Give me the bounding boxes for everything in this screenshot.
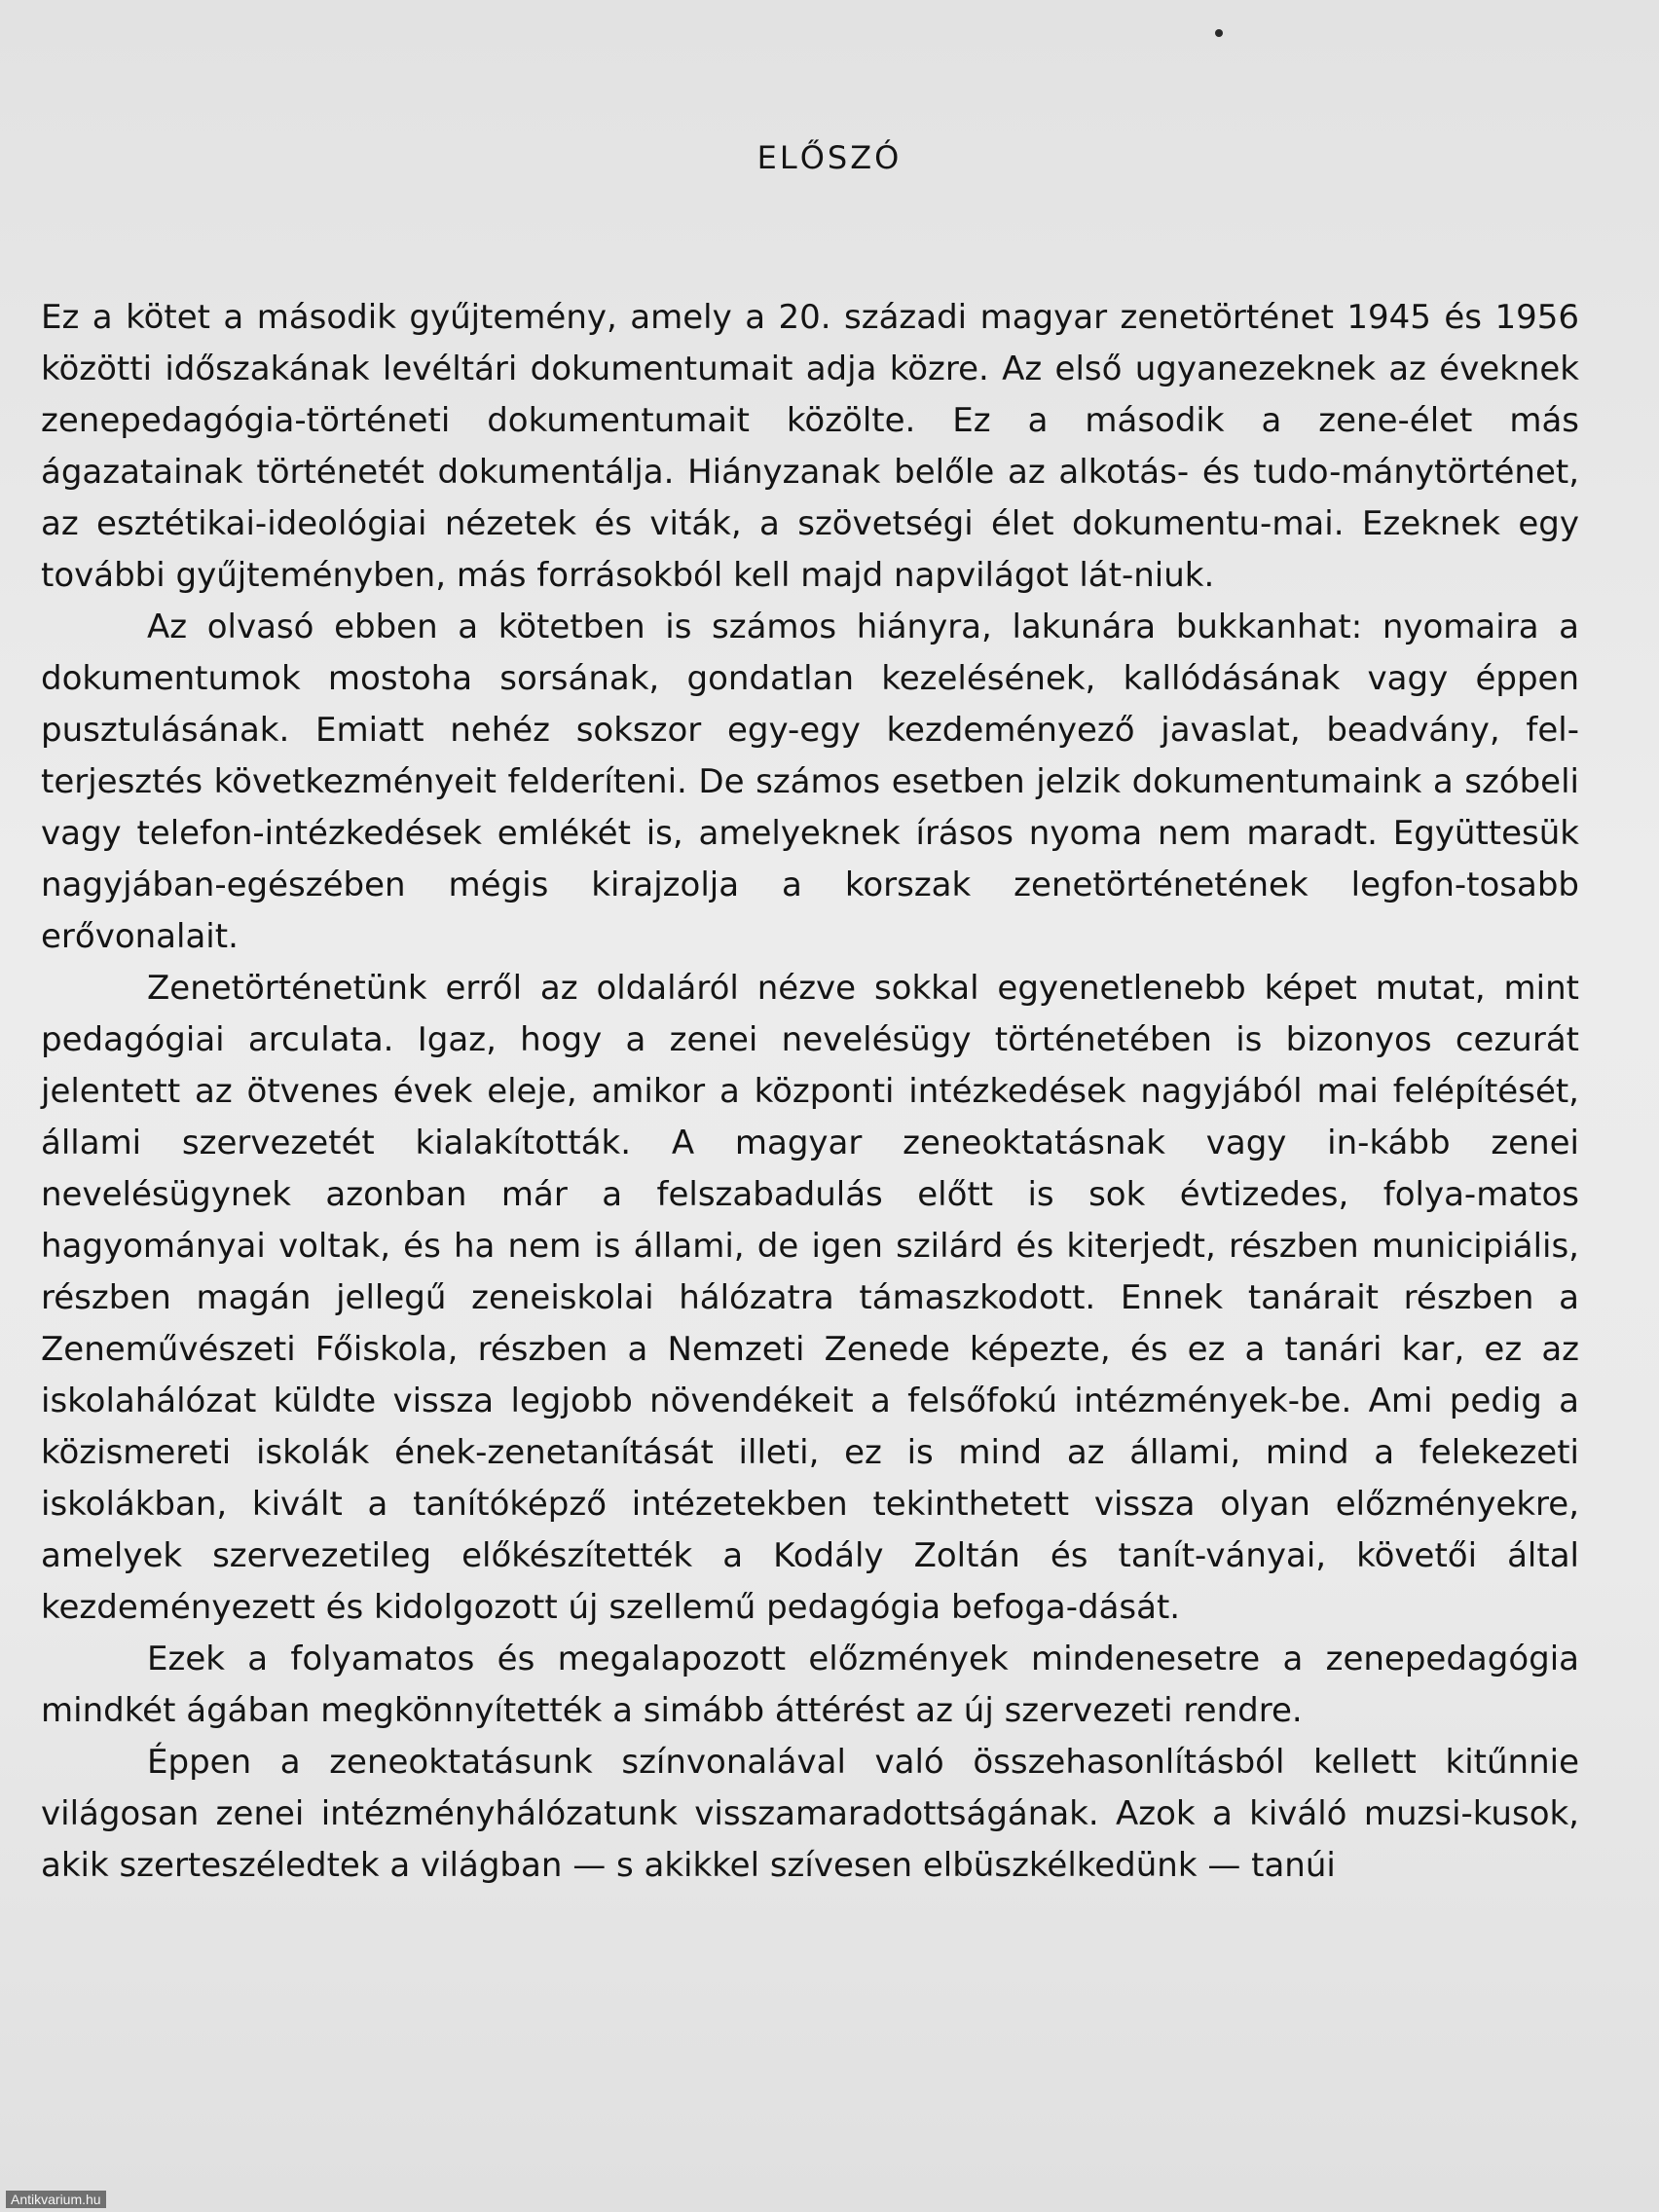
paragraph-1: Ez a kötet a második gyűjtemény, amely a 20. századi magyar zenetörténet 1945 és 1956 közötti időszakának levéltári dokumentumait adja közre. Az első ugyanezeknek az éveknek zenepedagógia-történeti dokumentumait közölte. Ez a második a zene-élet más ágazatainak történetét dokumentálja. Hiányzanak belőle az alkotás- és tudo-mánytörténet, az esztétikai-ideológiai nézetek és viták, a szövetségi élet dokumentu-mai. Ezeknek egy további gyűjteményben, más forrásokból kell majd napvilágot lát-niuk. bbox=[41, 298, 1579, 595]
paragraph-4: Ezek a folyamatos és megalapozott előzmények mindenesetre a zenepedagógia mindkét ágában megkönnyítették a simább áttérést az új szervezeti rendre. bbox=[41, 1640, 1579, 1730]
page-title: ELŐSZÓ bbox=[756, 139, 903, 176]
watermark: Antikvarium.hu bbox=[6, 2191, 106, 2208]
paragraph-3: Zenetörténetünk erről az oldaláról nézve sokkal egyenetlenebb képet mutat, mint pedagógiai arculata. Igaz, hogy a zenei nevelésügy történetében is bizonyos cezurát jelentett az ötvenes évek eleje, amikor a központi intézkedések nagyjából mai felépítését, állami szervezetét kialakították. A magyar zeneoktatásnak vagy in-kább zenei nevelésügynek azonban már a felszabadulás előtt is sok évtizedes, folya-matos hagyományai voltak, és ha nem is állami, de igen szilárd és kiterjedt, részben municipiális, részben magán jellegű zeneiskolai hálózatra támaszkodott. Ennek tanárait részben a Zeneművészeti Főiskola, részben a Nemzeti Zenede képezte, és ez a tanári kar, ez az iskolahálózat küldte vissza legjobb növendékeit a felsőfokú intézmények-be. Ami pedig a közismereti iskolák ének-zenetanítását illeti, ez is mind az állami, mind a felekezeti iskolákban, kivált a tanítóképző intézetekben tekinthetett vissza olyan előzményekre, amelyek szervezetileg előkészítették a Kodály Zoltán és tanít-ványai, követői által kezdeményezett és kidolgozott új szellemű pedagógia befoga-dását. bbox=[41, 969, 1579, 1627]
paragraph-2: Az olvasó ebben a kötetben is számos hiányra, lakunára bukkanhat: nyomaira a dokumentumok mostoha sorsának, gondatlan kezelésének, kallódásának vagy éppen pusztulásának. Emiatt nehéz sokszor egy-egy kezdeményező javaslat, beadvány, fel-terjesztés következményeit felderíteni. De számos esetben jelzik dokumentumaink a szóbeli vagy telefon-intézkedések emlékét is, amelyeknek írásos nyoma nem maradt. Együttesük nagyjában-egészében mégis kirajzolja a korszak zenetörténetének legfon-tosabb erővonalait. bbox=[41, 608, 1579, 956]
paragraph-5: Éppen a zeneoktatásunk színvonalával való összehasonlításból kellett kitűnnie világosan zenei intézményhálózatunk visszamaradottságának. Azok a kiváló muzsi-kusok, akik szerteszéledtek a világban — s akikkel szívesen elbüszkélkedünk — tanúi bbox=[41, 1743, 1579, 1885]
page-dot-mark bbox=[1215, 29, 1223, 37]
body-text bbox=[41, 292, 1579, 1892]
